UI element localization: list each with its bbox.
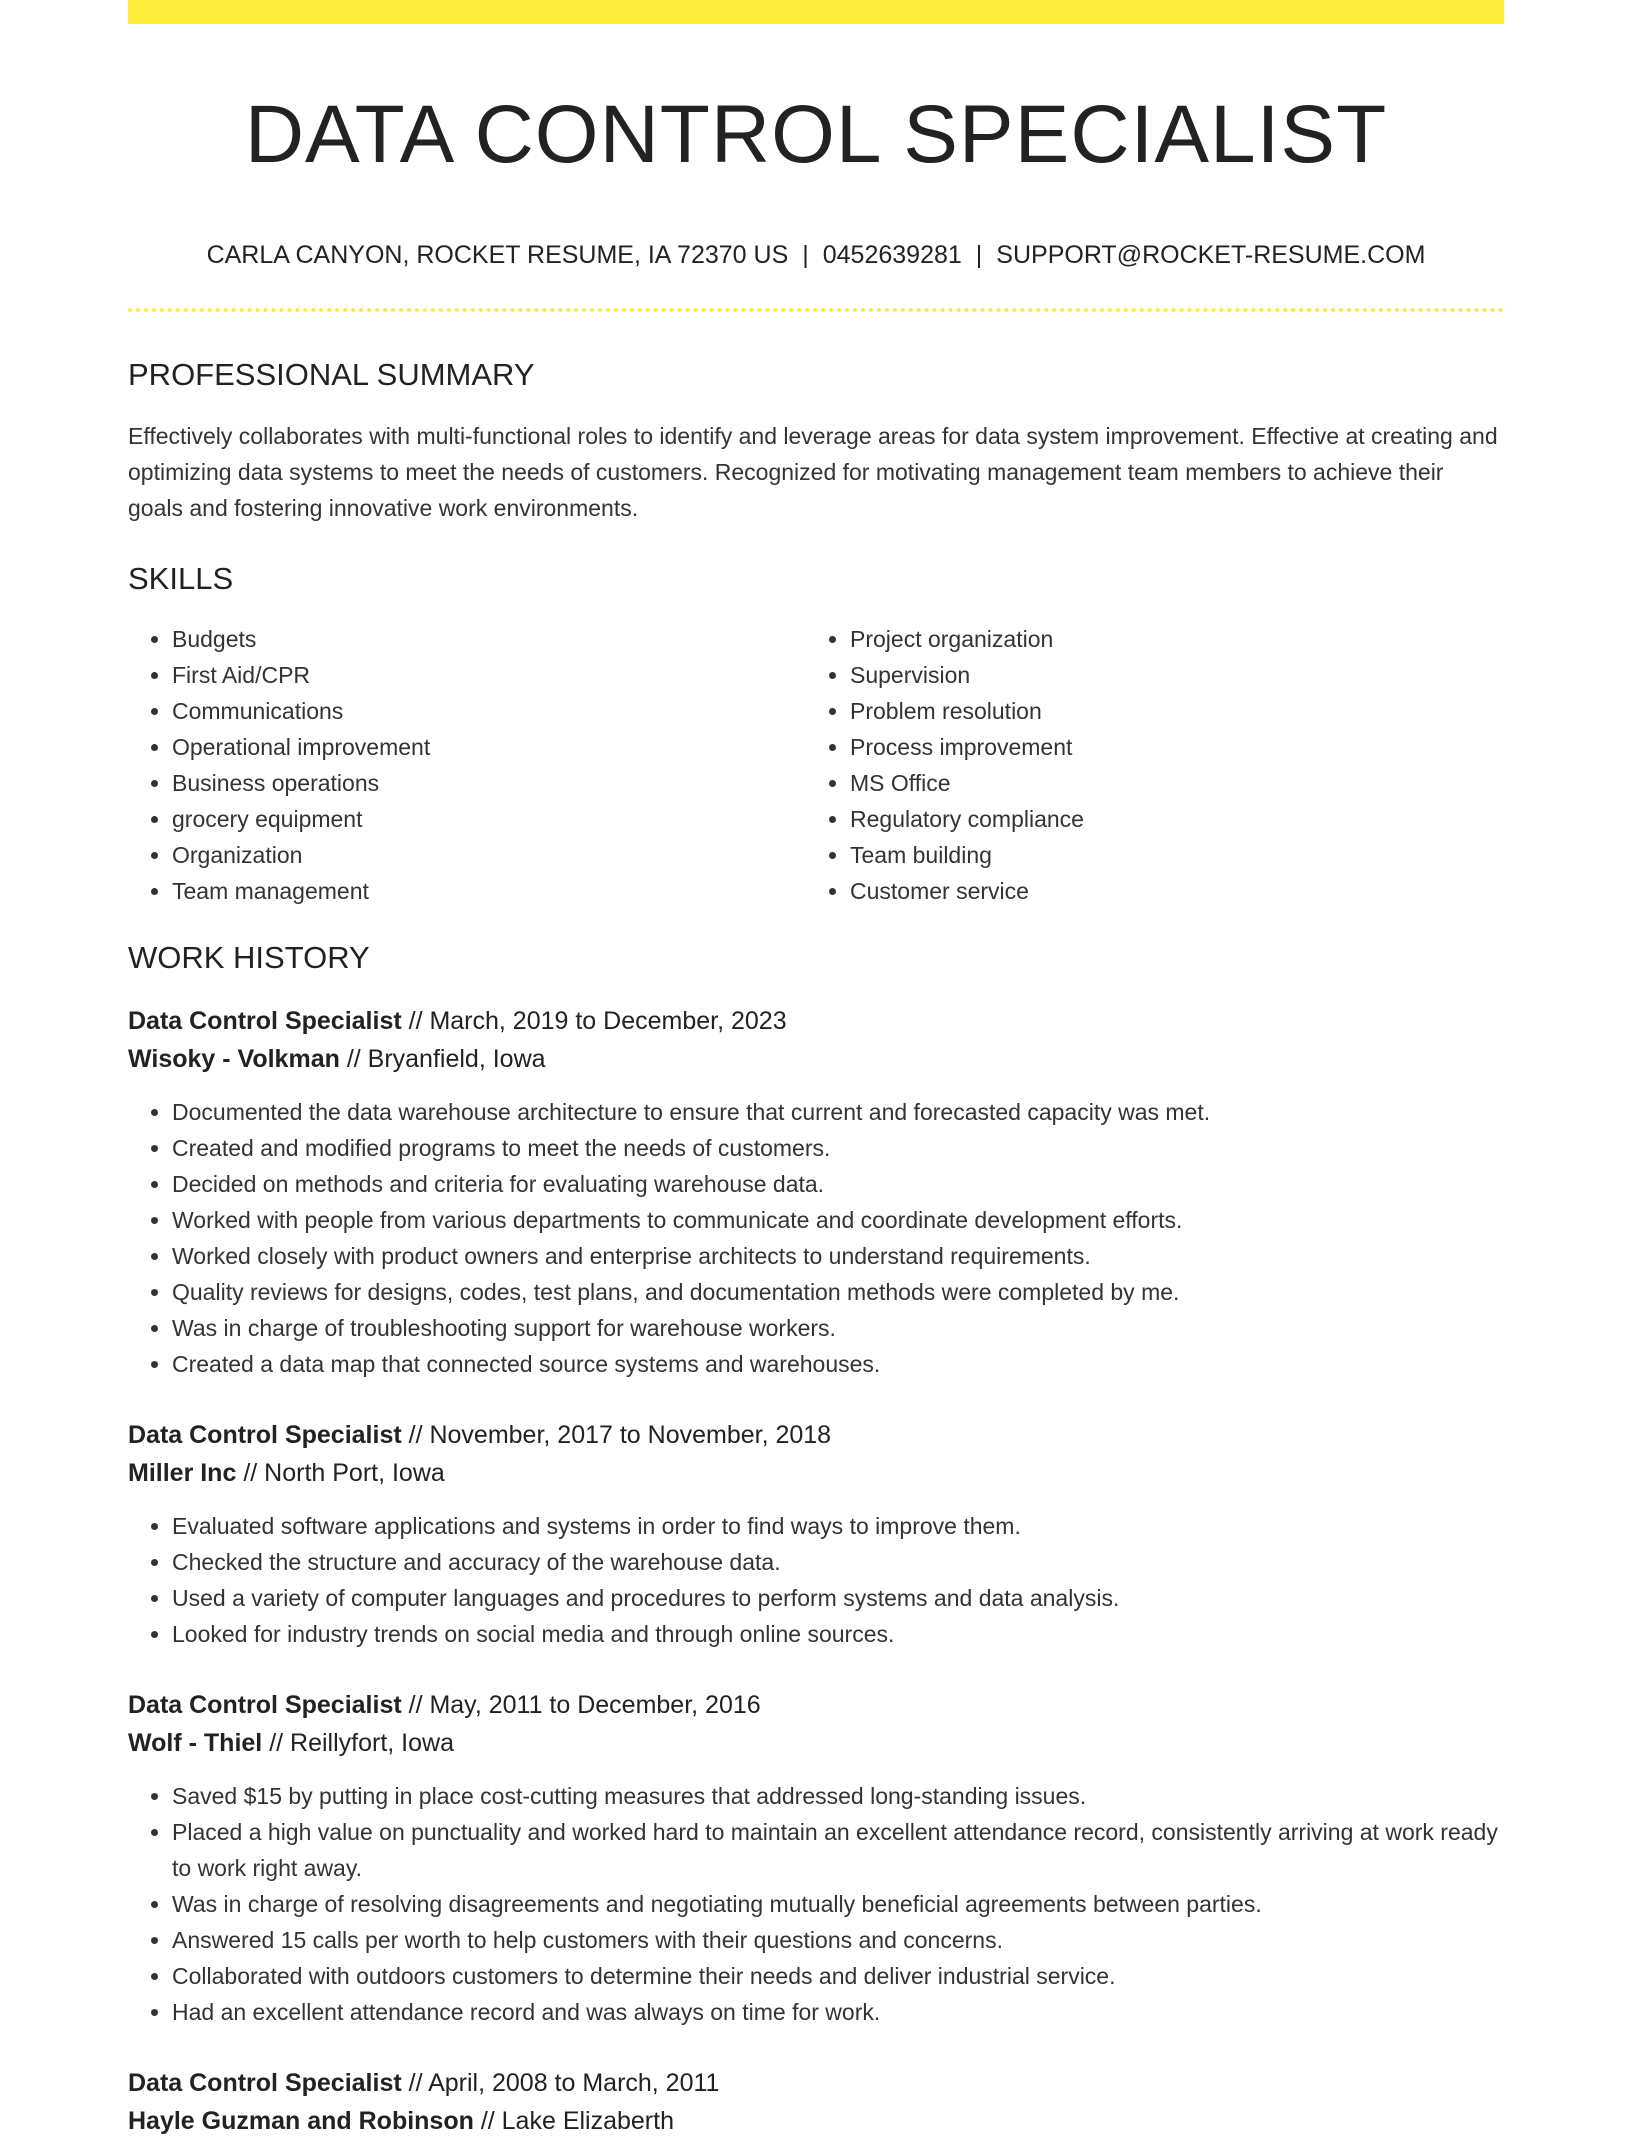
skills-column-right	[806, 621, 1484, 909]
job-bullet: • Placed a high value on punctuality and worked hard to maintain an excellent attendance record, consistently arriving at work ready to work right away.	[172, 1814, 1504, 1886]
job-bullets	[128, 1094, 1504, 1382]
job-company-line	[128, 1724, 1504, 1762]
skills-heading: SKILLS	[128, 560, 234, 596]
job-entry	[128, 1686, 1504, 2030]
page-title: DATA CONTROL SPECIALIST	[244, 89, 1388, 180]
job-role-line	[128, 1416, 1504, 1454]
skill-item: • Operational improvement	[172, 729, 806, 765]
job-dates: // April, 2008 to March, 2011	[401, 2068, 720, 2097]
skill-item: • Budgets	[172, 621, 806, 657]
job-bullet: • Saved $15 by putting in place cost-cutting measures that addressed long-standing issues.	[172, 1778, 1504, 1814]
skill-item: • Communications	[172, 693, 806, 729]
job-company: Hayle Guzman and Robinson	[128, 2106, 474, 2135]
job-location: // Reillyfort, Iowa	[262, 1728, 454, 1757]
skills-list	[128, 621, 1504, 909]
job-bullet: • Was in charge of resolving disagreements and negotiating mutually beneficial agreements between parties.	[172, 1886, 1504, 1922]
job-role: Data Control Specialist	[128, 2068, 402, 2097]
job-role: Data Control Specialist	[128, 1420, 402, 1449]
skill-item: • Organization	[172, 837, 806, 873]
job-location: // Bryanfield, Iowa	[339, 1044, 546, 1073]
summary-text: Effectively collaborates with multi-functional roles to identify and leverage areas for data system improvement. Effective at creating and optimizing data systems to meet the needs of customers. Recognized for motivating management team members to achieve their goals and fostering innovative work environments.	[128, 422, 1498, 521]
job-entry	[128, 2064, 1504, 2140]
skill-item: • Regulatory compliance	[850, 801, 1484, 837]
job-bullets	[128, 1778, 1504, 2030]
skill-item: • Customer service	[850, 873, 1484, 909]
job-dates: // November, 2017 to November, 2018	[401, 1420, 832, 1449]
job-bullet: • Checked the structure and accuracy of the warehouse data.	[172, 1544, 1504, 1580]
job-dates: // May, 2011 to December, 2016	[401, 1690, 761, 1719]
dotted-divider	[128, 308, 1504, 312]
accent-top-bar	[128, 0, 1504, 24]
job-bullet: • Used a variety of computer languages and procedures to perform systems and data analysis.	[172, 1580, 1504, 1616]
job-bullet: • Had an excellent attendance record and was always on time for work.	[172, 1994, 1504, 2030]
skill-item: • Project organization	[850, 621, 1484, 657]
work-history-heading: WORK HISTORY	[128, 939, 370, 975]
contact-separator: |	[802, 241, 809, 270]
skill-item: • Team management	[172, 873, 806, 909]
skill-item: • First Aid/CPR	[172, 657, 806, 693]
job-role: Data Control Specialist	[128, 1006, 402, 1035]
skill-item: • grocery equipment	[172, 801, 806, 837]
job-bullet: • Created a data map that connected source systems and warehouses.	[172, 1346, 1504, 1382]
skill-item: • Supervision	[850, 657, 1484, 693]
job-company: Wisoky - Volkman	[128, 1044, 340, 1073]
contact-email: SUPPORT@ROCKET-RESUME.COM	[996, 241, 1426, 270]
contact-address: CARLA CANYON, ROCKET RESUME, IA 72370 US	[206, 241, 789, 270]
summary-heading: PROFESSIONAL SUMMARY	[128, 357, 535, 393]
job-bullet: • Decided on methods and criteria for evaluating warehouse data.	[172, 1166, 1504, 1202]
skills-column-left	[128, 621, 806, 909]
job-company-line	[128, 1040, 1504, 1078]
job-bullet: • Worked closely with product owners and enterprise architects to understand requirements.	[172, 1238, 1504, 1274]
skill-item: • Process improvement	[850, 729, 1484, 765]
job-role-line	[128, 2064, 1504, 2102]
job-bullet: • Collaborated with outdoors customers to determine their needs and deliver industrial service.	[172, 1958, 1504, 1994]
job-dates: // March, 2019 to December, 2023	[401, 1006, 787, 1035]
job-bullets	[128, 1508, 1504, 1652]
contact-line	[128, 240, 1504, 270]
job-company: Miller Inc	[128, 1458, 237, 1487]
contact-phone: 0452639281	[822, 241, 962, 270]
job-company: Wolf - Thiel	[128, 1728, 263, 1757]
job-bullet: • Worked with people from various departments to communicate and coordinate development efforts.	[172, 1202, 1504, 1238]
job-entry	[128, 1002, 1504, 1382]
job-bullet: • Created and modified programs to meet the needs of customers.	[172, 1130, 1504, 1166]
job-bullet: • Looked for industry trends on social media and through online sources.	[172, 1616, 1504, 1652]
job-bullet: • Answered 15 calls per worth to help customers with their questions and concerns.	[172, 1922, 1504, 1958]
job-entry	[128, 1416, 1504, 1652]
job-role: Data Control Specialist	[128, 1690, 402, 1719]
skill-item: • MS Office	[850, 765, 1484, 801]
job-bullet: • Evaluated software applications and systems in order to find ways to improve them.	[172, 1508, 1504, 1544]
job-role-line	[128, 1686, 1504, 1724]
job-role-line	[128, 1002, 1504, 1040]
job-location: // North Port, Iowa	[236, 1458, 445, 1487]
job-bullet: • Documented the data warehouse architecture to ensure that current and forecasted capacity was met.	[172, 1094, 1504, 1130]
skill-item: • Business operations	[172, 765, 806, 801]
job-company-line	[128, 1454, 1504, 1492]
job-bullet: • Was in charge of troubleshooting support for warehouse workers.	[172, 1310, 1504, 1346]
job-company-line	[128, 2102, 1504, 2140]
skill-item: • Problem resolution	[850, 693, 1484, 729]
resume-content	[128, 24, 1504, 2140]
skill-item: • Team building	[850, 837, 1484, 873]
contact-separator: |	[975, 241, 983, 270]
job-bullet: • Quality reviews for designs, codes, test plans, and documentation methods were completed by me.	[172, 1274, 1504, 1310]
job-location: // Lake Elizaberth	[473, 2106, 674, 2135]
